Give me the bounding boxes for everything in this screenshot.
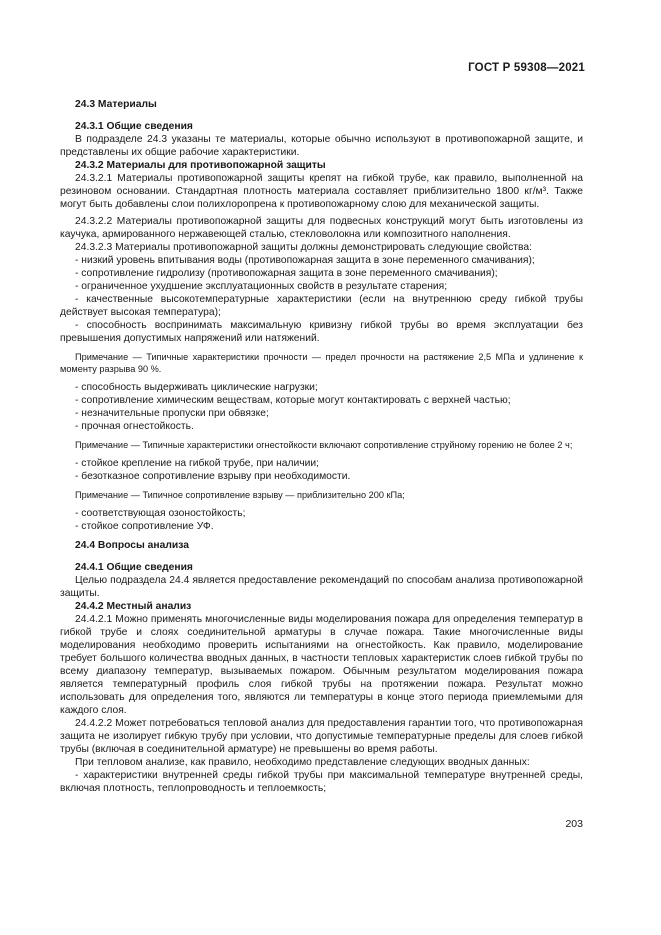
body-paragraph: - способность выдерживать циклические нагрузки; [75,382,318,393]
body-paragraph: - незначительные пропуски при обвязке; [75,408,269,419]
section-heading: 24.3.1 Общие сведения [75,121,193,132]
page-number: 203 [565,818,583,830]
body-paragraph: 24.4.2.2 Может потребоваться тепловой анализ для предоставления гарантии того, что противопожарная защита не изолирует гибкую трубу при условии, что допустимые температурные пределы для слоев гибкой трубы (включая в соединительной арматуре) не превышены во время работы. [60,718,583,755]
body-paragraph: - стойкое крепление на гибкой трубе, при наличии; [75,458,320,469]
body-paragraph: - прочная огнестойкость. [75,421,194,432]
body-paragraph: - сопротивление химическим веществам, которые могут контактировать с верхней частью; [75,395,511,406]
body-paragraph: - стойкое сопротивление УФ. [75,521,214,532]
document-body [60,92,583,795]
body-paragraph: - характеристики внутренней среды гибкой трубы при максимальной температуре внутренней среды, включая плотность, теплопроводность и теплоемкость; [60,770,583,794]
body-paragraph: Целью подраздела 24.4 является предоставление рекомендаций по способам анализа противопожарной защиты. [60,575,583,599]
body-paragraph: - ограниченное ухудшение эксплуатационных свойств в результате старения; [75,281,448,292]
note-paragraph: Примечание — Типичное сопротивление взрыву — приблизительно 200 кПа; [75,490,405,500]
body-paragraph: 24.4.2.1 Можно применять многочисленные виды моделирования пожара для определения температур в гибкой трубе и слоях соединительной арматуры в случае пожара. Такие многочисленные виды моделирования необходимо проверить испытаниями на огнестойкость. Как правило, моделирование требует большого количества вводных данных, в частности тепловых характеристик слоев гибкой трубы по всему диапазону температур, вызываемых пожаром. Обычным результатом моделирования пожара является температурный профиль слоя гибкой трубы на протяжении пожара. Результат можно использовать для определения того, являются ли температуры в конце этого периода приемлемыми для каждого слоя. [60,614,583,716]
body-paragraph: 24.3.2.3 Материалы противопожарной защиты должны демонстрировать следующие свойства: [75,242,532,253]
body-paragraph: - сопротивление гидролизу (противопожарная защита в зоне переменного смачивания); [75,268,498,279]
body-paragraph: - способность воспринимать максимальную кривизну гибкой трубы во время эксплуатации без превышения допустимых напряжений или натяжений. [60,320,583,344]
body-paragraph: В подразделе 24.3 указаны те материалы, которые обычно используют в противопожарной защите, и представлены их общие рабочие характеристики. [60,134,583,158]
note-paragraph: Примечание — Типичные характеристики огнестойкости включают сопротивление струйному горению не более 2 ч; [75,440,573,450]
section-heading: 24.3.2 Материалы для противопожарной защиты [75,160,326,171]
section-heading: 24.4.2 Местный анализ [75,601,192,612]
body-paragraph: 24.3.2.1 Материалы противопожарной защиты крепят на гибкой трубе, как правило, выполненной на резиновом основании. Стандартная плотность материала составляет приблизительно 1800 кг/м³. Также могут быть добавлены слои полихлоропрена к противопожарному слою для механической защиты. [60,173,583,210]
section-heading: 24.4 Вопросы анализа [75,540,189,551]
page-header: ГОСТ Р 59308—2021 [468,62,585,74]
section-heading: 24.4.1 Общие сведения [75,562,193,573]
section-heading: 24.3 Материалы [75,99,157,110]
body-paragraph: - качественные высокотемпературные характеристики (если на внутреннюю среду гибкой трубы действует высокая температура); [60,294,583,318]
body-paragraph: При тепловом анализе, как правило, необходимо представление следующих вводных данных: [75,757,530,768]
body-paragraph: - безотказное сопротивление взрыву при необходимости. [75,471,351,482]
body-paragraph: - соответствующая озоностойкость; [75,508,246,519]
note-paragraph: Примечание — Типичные характеристики прочности — предел прочности на растяжение 2,5 МПа и удлинение к моменту разрыва 90 %. [60,352,583,374]
body-paragraph: 24.3.2.2 Материалы противопожарной защиты для подвесных конструкций могут быть изготовлены из каучука, армированного нержавеющей сталью, стекловолокна или композитного наполнения. [60,216,583,240]
body-paragraph: - низкий уровень впитывания воды (противопожарная защита в зоне переменного смачивания); [75,255,535,266]
